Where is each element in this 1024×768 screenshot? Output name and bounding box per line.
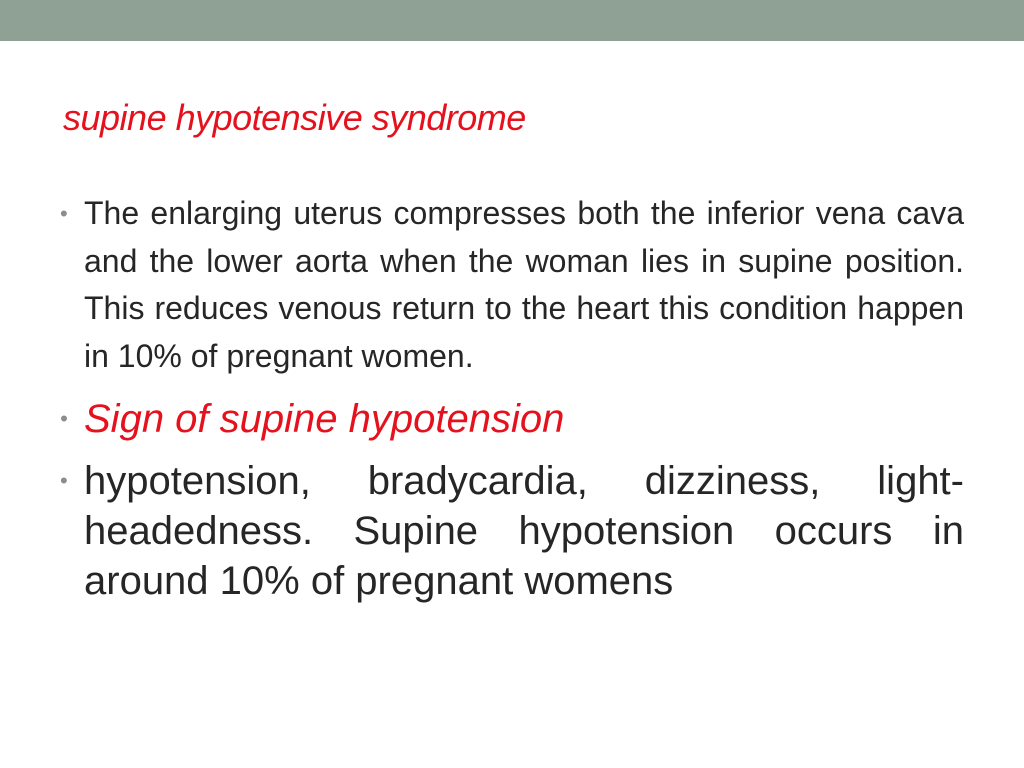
bullet-item-signs-list [60,456,964,606]
bullet-item-signs-heading [60,394,964,444]
slide-title: supine hypotensive syndrome [63,97,526,138]
bullet-dot-icon: • [60,468,68,493]
bullet-text-signs-heading: Sign of supine hypotension [84,397,565,441]
bullet-text-signs-list: hypotension, bradycardia, dizziness, light-headedness. Supine hypotension occurs in around 10% of pregnant womens [84,459,964,603]
bullet-dot-icon: • [60,406,68,431]
bullet-item-description [60,190,964,380]
bullet-list [60,190,964,606]
bullet-text-description: The enlarging uterus compresses both the inferior vena cava and the lower aorta when the woman lies in supine position. This reduces venous return to the heart this condition happen in 10% of pregnant women. [84,195,964,374]
top-decorative-bar [0,0,1024,41]
bullet-dot-icon: • [60,201,68,226]
